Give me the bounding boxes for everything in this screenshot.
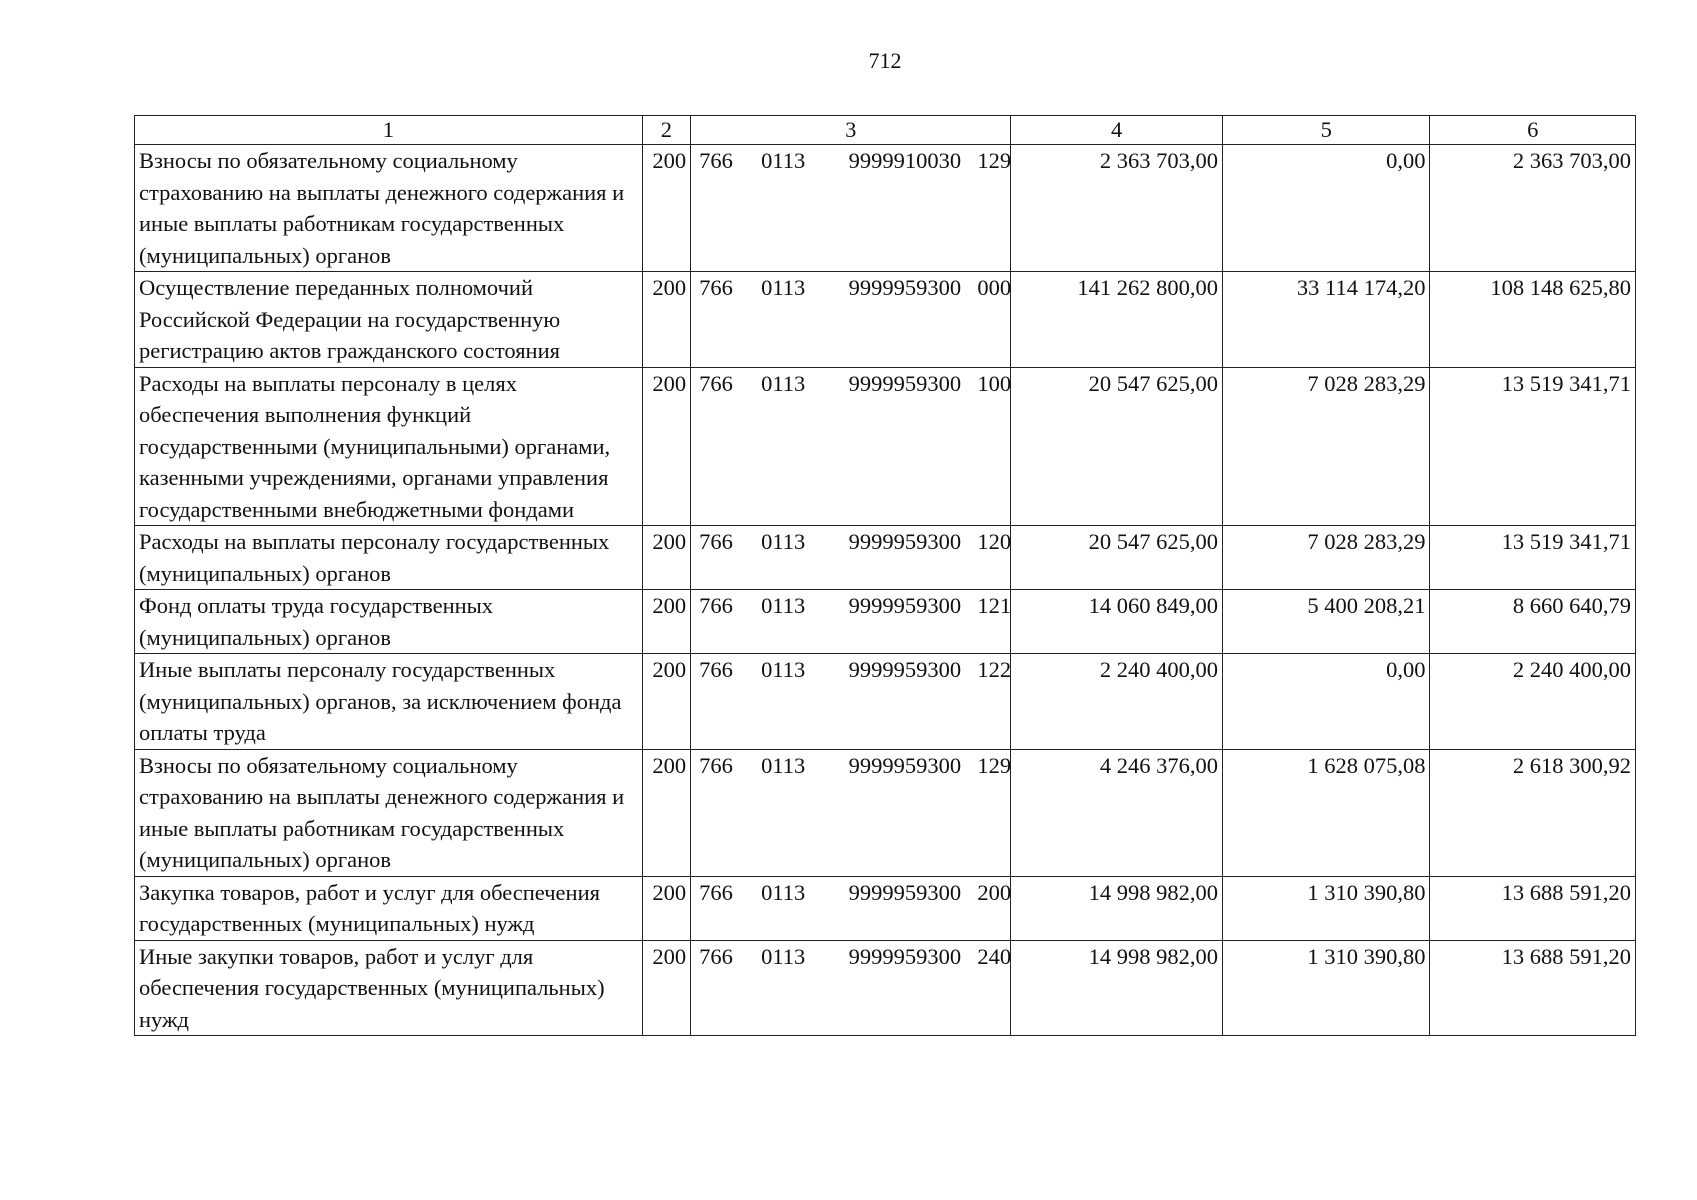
department-code: 766 [699, 148, 733, 173]
budget-classification-codes [691, 876, 1011, 940]
table-row [135, 590, 1636, 654]
executed-amount: 0,00 [1222, 145, 1430, 272]
executed-amount: 33 114 174,20 [1222, 272, 1430, 368]
budget-classification-codes [691, 145, 1011, 272]
code-200: 200 [642, 940, 690, 1036]
section-code: 0113 [761, 657, 806, 682]
column-header: 4 [1011, 116, 1223, 145]
table-row [135, 526, 1636, 590]
row-description: Осуществление переданных полномочий Российской Федерации на государственную регистрацию актов гражданского состояния [135, 272, 643, 368]
budget-classification-codes [691, 940, 1011, 1036]
column-header: 2 [642, 116, 690, 145]
approved-amount: 141 262 800,00 [1011, 272, 1223, 368]
unexecuted-amount: 2 240 400,00 [1430, 654, 1636, 750]
approved-amount: 20 547 625,00 [1011, 526, 1223, 590]
department-code: 766 [699, 879, 733, 905]
section-code: 0113 [761, 752, 806, 778]
code-200: 200 [642, 272, 690, 368]
budget-classification-codes [691, 654, 1011, 750]
section-code: 0113 [761, 529, 806, 554]
header-row [135, 116, 1636, 145]
column-header: 1 [135, 116, 643, 145]
expense-type-code: 100 [977, 370, 1012, 396]
row-description: Расходы на выплаты персоналу в целях обеспечения выполнения функций государственными (муниципальными) органами, казенными учреждениями, органами управления государственными внебюджетными фондами [135, 367, 643, 526]
executed-amount: 7 028 283,29 [1222, 367, 1430, 526]
column-header: 3 [691, 116, 1011, 145]
column-header: 5 [1222, 116, 1430, 145]
code-200: 200 [642, 526, 690, 590]
code-200: 200 [642, 749, 690, 876]
target-article-code: 9999959300 [848, 593, 962, 618]
budget-classification-codes [691, 526, 1011, 590]
budget-classification-codes [691, 272, 1011, 368]
section-code: 0113 [761, 275, 806, 300]
budget-classification-codes [691, 590, 1011, 654]
expense-type-code: 200 [977, 879, 1012, 905]
approved-amount: 2 363 703,00 [1011, 145, 1223, 272]
row-description: Взносы по обязательному социальному страхованию на выплаты денежного содержания и иные выплаты работникам государственных (муниципальных) органов [135, 145, 643, 272]
unexecuted-amount: 2 618 300,92 [1430, 749, 1636, 876]
target-article-code: 9999959300 [848, 370, 962, 396]
table-row [135, 876, 1636, 940]
unexecuted-amount: 13 519 341,71 [1430, 367, 1636, 526]
target-article-code: 9999959300 [848, 529, 962, 554]
target-article-code: 9999910030 [848, 148, 962, 173]
expense-type-code: 122 [977, 657, 1012, 682]
approved-amount: 14 998 982,00 [1011, 876, 1223, 940]
expense-type-code: 120 [977, 529, 1012, 554]
approved-amount: 2 240 400,00 [1011, 654, 1223, 750]
executed-amount: 7 028 283,29 [1222, 526, 1430, 590]
unexecuted-amount: 8 660 640,79 [1430, 590, 1636, 654]
approved-amount: 4 246 376,00 [1011, 749, 1223, 876]
column-header: 6 [1430, 116, 1636, 145]
table-row [135, 940, 1636, 1036]
table-row [135, 367, 1636, 526]
row-description: Фонд оплаты труда государственных (муниципальных) органов [135, 590, 643, 654]
row-description: Взносы по обязательному социальному страхованию на выплаты денежного содержания и иные выплаты работникам государственных (муниципальных) органов [135, 749, 643, 876]
table-row [135, 749, 1636, 876]
expense-type-code: 129 [977, 752, 1012, 778]
expense-type-code: 240 [977, 943, 1012, 969]
table-row [135, 145, 1636, 272]
department-code: 766 [699, 657, 733, 682]
section-code: 0113 [761, 148, 806, 173]
department-code: 766 [699, 275, 733, 300]
unexecuted-amount: 13 688 591,20 [1430, 876, 1636, 940]
executed-amount: 0,00 [1222, 654, 1430, 750]
row-description: Иные закупки товаров, работ и услуг для обеспечения государственных (муниципальных) нужд [135, 940, 643, 1036]
unexecuted-amount: 108 148 625,80 [1430, 272, 1636, 368]
row-description: Закупка товаров, работ и услуг для обеспечения государственных (муниципальных) нужд [135, 876, 643, 940]
section-code: 0113 [761, 943, 806, 969]
approved-amount: 20 547 625,00 [1011, 367, 1223, 526]
department-code: 766 [699, 529, 733, 554]
section-code: 0113 [761, 370, 806, 396]
target-article-code: 9999959300 [848, 943, 962, 969]
code-200: 200 [642, 590, 690, 654]
unexecuted-amount: 2 363 703,00 [1430, 145, 1636, 272]
department-code: 766 [699, 593, 733, 618]
row-description: Иные выплаты персоналу государственных (муниципальных) органов, за исключением фонда оплаты труда [135, 654, 643, 750]
expense-type-code: 000 [977, 275, 1012, 300]
table-row [135, 654, 1636, 750]
target-article-code: 9999959300 [848, 275, 962, 300]
expense-type-code: 121 [977, 593, 1012, 618]
section-code: 0113 [761, 879, 806, 905]
approved-amount: 14 998 982,00 [1011, 940, 1223, 1036]
expense-type-code: 129 [977, 148, 1012, 173]
section-code: 0113 [761, 593, 806, 618]
row-description: Расходы на выплаты персоналу государственных (муниципальных) органов [135, 526, 643, 590]
approved-amount: 14 060 849,00 [1011, 590, 1223, 654]
executed-amount: 1 310 390,80 [1222, 940, 1430, 1036]
department-code: 766 [699, 752, 733, 778]
executed-amount: 1 310 390,80 [1222, 876, 1430, 940]
budget-table [134, 115, 1636, 1036]
page-number: 712 [868, 48, 902, 73]
unexecuted-amount: 13 519 341,71 [1430, 526, 1636, 590]
target-article-code: 9999959300 [848, 879, 962, 905]
unexecuted-amount: 13 688 591,20 [1430, 940, 1636, 1036]
budget-classification-codes [691, 367, 1011, 526]
code-200: 200 [642, 654, 690, 750]
target-article-code: 9999959300 [848, 657, 962, 682]
code-200: 200 [642, 367, 690, 526]
executed-amount: 1 628 075,08 [1222, 749, 1430, 876]
code-200: 200 [642, 145, 690, 272]
code-200: 200 [642, 876, 690, 940]
department-code: 766 [699, 370, 733, 396]
department-code: 766 [699, 943, 733, 969]
budget-classification-codes [691, 749, 1011, 876]
target-article-code: 9999959300 [848, 752, 962, 778]
executed-amount: 5 400 208,21 [1222, 590, 1430, 654]
table-row [135, 272, 1636, 368]
